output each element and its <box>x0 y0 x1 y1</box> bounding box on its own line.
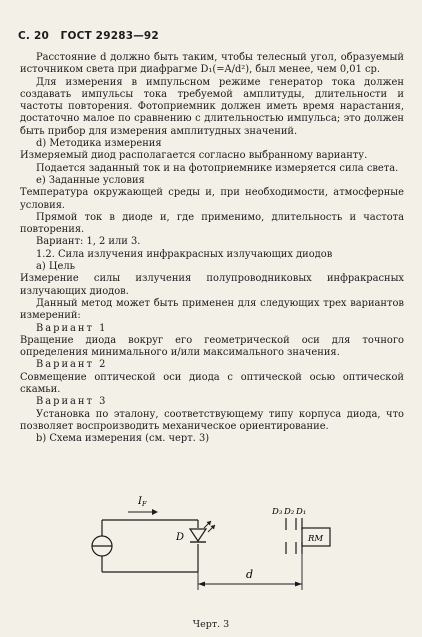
paragraph: Прямой ток в диоде и, где применимо, длительность и частота повторения. <box>20 211 404 236</box>
current-label: $I_F$ <box>138 496 147 508</box>
aperture-label-d3: D₃ <box>272 507 283 517</box>
paragraph: Установка по эталону, соответствующему типу корпуса диода, что позволяет воспроизводить механическое ориентирование. <box>20 408 404 432</box>
aperture-label-d2: D₂ <box>284 507 295 517</box>
paragraph: Вариант 3 <box>36 396 108 408</box>
paragraph: 1.2. Сила излучения инфракрасных излучающих диодов <box>36 248 333 260</box>
distance-label: d <box>246 568 254 581</box>
paragraph: Вариант: 1, 2 или 3. <box>36 236 141 248</box>
body-text <box>20 52 404 446</box>
paragraph: d) Методика измерения <box>36 138 162 150</box>
measurement-scheme-diagram <box>80 478 360 608</box>
paragraph: Данный метод может быть применен для следующих трех вариантов измерений: <box>20 297 404 322</box>
diode-icon <box>190 529 206 541</box>
standard-code: ГОСТ 29283—92 <box>60 30 159 42</box>
paragraph: Вращение диода вокруг его геометрической оси для точного определения минимального и/или максимального значения. <box>20 334 404 359</box>
paragraph: Вариант 1 <box>36 322 108 334</box>
receiver-label: RM <box>308 534 324 544</box>
paragraph: Измеряемый диод располагается согласно выбранному варианту. <box>20 150 368 162</box>
aperture-label-d1: D₁ <box>296 507 307 517</box>
paragraph: Расстояние d должно быть таким, чтобы телесный угол, образуемый источником света при диафрагме D₁(=A/d²), был менее, чем 0,01 ср. <box>20 52 404 76</box>
paragraph: Вариант 2 <box>36 359 108 371</box>
diode-label: D <box>176 532 185 543</box>
page-header <box>18 30 159 42</box>
paragraph: а) Цель <box>36 261 75 273</box>
paragraph: b) Схема измерения (см. черт. 3) <box>36 433 210 445</box>
paragraph: Температура окружающей среды и, при необходимости, атмосферные условия. <box>20 187 404 211</box>
paragraph: Подается заданный ток и на фотоприемнике измеряется сила света. <box>36 162 399 174</box>
paragraph: Совмещение оптической оси диода с оптической осью оптической скамьи. <box>20 371 404 396</box>
paragraph: е) Заданные условия <box>36 174 145 186</box>
page-number: С. 20 <box>18 30 49 42</box>
paragraph: Измерение силы излучения полупроводниковых инфракрасных излучающих диодов. <box>20 273 404 297</box>
figure-caption: Черт. 3 <box>192 619 230 630</box>
paragraph: Для измерения в импульсном режиме генератор тока должен создавать импульсы тока требуемой амплитуды, длительности и частоты повторения. Фотоприемник должен иметь время нарастания, достаточно малое по сравнению с длительностью импульса; это должен быть прибор для измерения амплитудных значений. <box>20 76 404 137</box>
